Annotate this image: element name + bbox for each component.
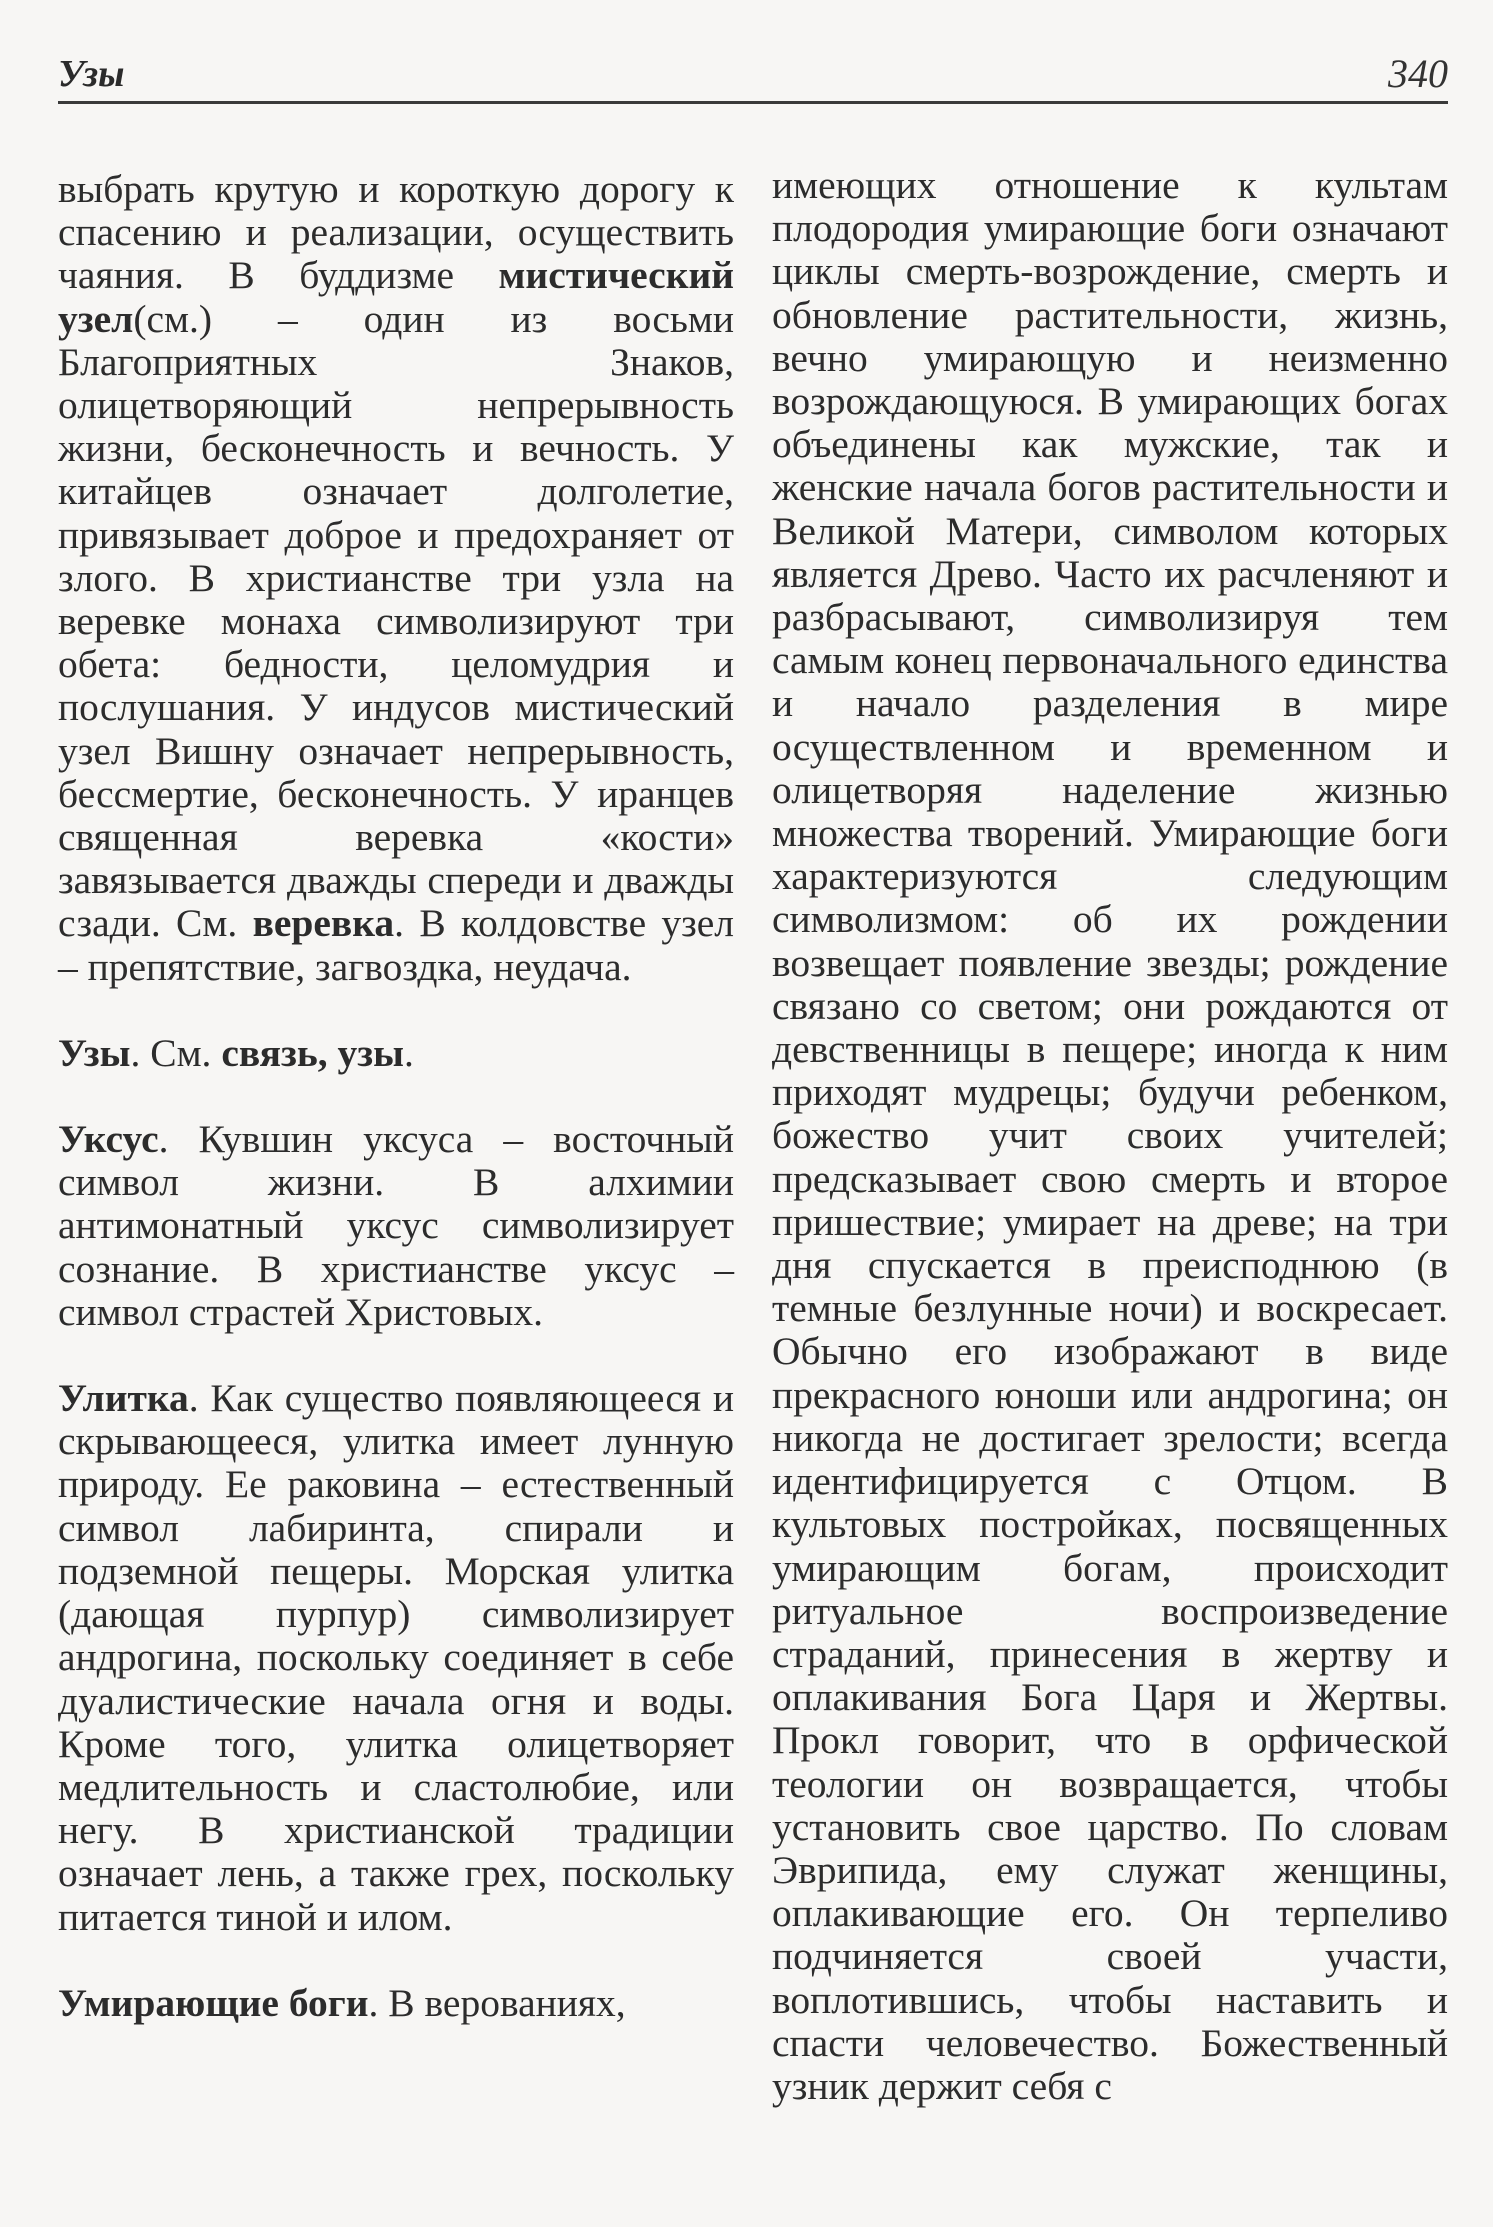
entry-uzy — [58, 1032, 734, 1075]
entry-text-umirayushchie: . В верованиях, — [368, 1980, 626, 2025]
header-title: Узы — [58, 53, 125, 95]
cross-ref-svyaz: связь, узы — [221, 1030, 404, 1075]
entry-ulitka — [58, 1377, 734, 1939]
entry-term-umirayushchie: Умирающие боги — [58, 1980, 369, 2025]
continuation-text-3: . В колдовстве узел – препятствие, загвоздка, неудача. — [58, 901, 734, 989]
entry-text-uksus: . Кувшин уксуса – восточный символ жизни. В алхимии антимонатный уксус символизирует сознание. В христианстве уксус – символ страстей Христовых. — [58, 1117, 734, 1334]
running-header — [58, 40, 1448, 106]
continuation-text-1: выбрать крутую и короткую дорогу к спасению и реализации, осуществить чаяния. В буддизме — [58, 167, 734, 298]
continuation-text-2: (см.) – один из восьми Благоприятных Знаков, олицетворяющий непрерывность жизни, бесконечность и вечность. У китайцев означает долголетие, привязывает доброе и предохраняет от злого. В христианстве три узла на веревке монаха символизируют три обета: бедности, целомудрия и послушания. У индусов мистический узел Вишну означает непрерывность, бессмертие, бесконечность. У иранцев священная веревка «кости» завязывается дважды спереди и дважды сзади. См. — [58, 296, 734, 946]
entry-umirayushchie — [58, 1982, 734, 2025]
header-rule — [58, 101, 1448, 104]
entry-continuation — [58, 168, 734, 989]
right-column-text: имеющих отношение к культам плодородия умирающие боги означают циклы смерть-возрождение, смерть и обновление растительности, жизнь, вечно умирающую и неизменно возрождающуюся. В умирающих богах объединены как мужские, так и женские начала богов растительности и Великой Матери, символом которых является Древо. Часто их расчленяют и разбрасывают, символизируя тем самым конец первоначального единства и начало разделения в мире осуществленном и временном и олицетворяя наделение жизнью множества творений. Умирающие боги характеризуются следующим символизмом: об их рождении возвещает появление звезды; рождение связано со светом; они рождаются от девственницы в пещере; иногда к ним приходят мудрецы; будучи ребенком, божество учит своих учителей; предсказывает свою смерть и второе пришествие; умирает на древе; на три дня спускается в преисподнюю (в темные безлунные ночи) и воскресает. Обычно его изображают в виде прекрасного юноши или андрогина; он никогда не достигает зрелости; всегда идентифицируется с Отцом. В культовых постройках, посвященных умирающим богам, происходит ритуальное воспроизведение страданий, принесения в жертву и оплакивания Бога Царя и Жертвы. Прокл говорит, что в орфической теологии он возвращается, чтобы установить свое царство. По словам Эврипида, ему служат женщины, оплакивающие его. Он терпеливо подчиняется своей участи, воплотившись, чтобы наставить и спасти человечество. Божественный узник держит себя с — [772, 163, 1448, 2108]
cross-ref-rope: веревка — [252, 901, 395, 946]
entry-uksus — [58, 1118, 734, 1334]
entry-text-uzy-2: . — [404, 1030, 414, 1075]
entry-text-ulitka: . Как существо появляющееся и скрывающееся, улитка имеет лунную природу. Ее раковина – естественный символ лабиринта, спирали и подземной пещеры. Морская улитка (дающая пурпур) символизирует андрогина, поскольку соединяет в себе дуалистические начала огня и воды. Кроме того, улитка олицетворяет медлительность и сластолюбие, или негу. В христианской традиции означает лень, а также грех, поскольку питается тиной и илом. — [58, 1376, 734, 1939]
entry-umirayushchie-continued — [772, 164, 1448, 2108]
page-number: 340 — [1388, 51, 1448, 96]
right-column — [772, 164, 1448, 2108]
cross-ref-mystic-knot: мистический узел — [58, 253, 734, 341]
left-column — [58, 168, 734, 2025]
entry-text-uzy-1: . См. — [130, 1030, 222, 1075]
entry-term-uzy: Узы — [58, 1030, 131, 1075]
entry-term-uksus: Уксус — [58, 1117, 159, 1162]
entry-term-ulitka: Улитка — [58, 1376, 189, 1421]
